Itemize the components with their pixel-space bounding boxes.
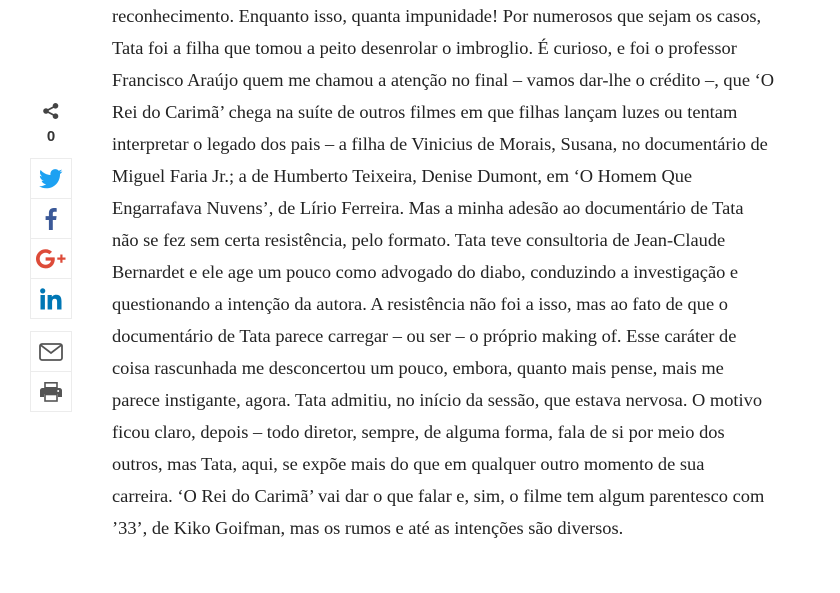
- linkedin-icon: [40, 288, 62, 310]
- article-line: Francisco Araújo quem me chamou a atenção no final – vamos dar-lhe o crédito –, que ‘O: [112, 70, 774, 90]
- print-button[interactable]: [30, 371, 72, 412]
- article-line: Miguel Faria Jr.; a de Humberto Teixeira, Denise Dumont, em ‘O Homem Que: [112, 166, 693, 186]
- article-line: Rei do Carimã’ chega na suíte de outros filmes em que filhas lançam luzes ou tentam: [112, 102, 738, 122]
- article-body: [112, 0, 832, 544]
- twitter-icon: [39, 169, 63, 189]
- article-line: outros, mas Tata, aqui, se expõe mais do que em qualquer outro momento de sua: [112, 454, 705, 474]
- article-line: ’33’, de Kiko Goifman, mas os rumos e até as intenções são diversos.: [112, 518, 624, 538]
- share-icon: [42, 102, 60, 120]
- article-line: questionando a intenção da autora. A resistência não foi a isso, mas ao fato de que o: [112, 294, 728, 314]
- facebook-icon: [45, 208, 57, 230]
- facebook-share-button[interactable]: [30, 198, 72, 239]
- article-line: interpretar o legado dos pais – a filha de Vinicius de Morais, Susana, no documentário de: [112, 134, 768, 154]
- article-line: Engarrafava Nuvens’, de Lírio Ferreira. Mas a minha adesão ao documentário de Tata: [112, 198, 744, 218]
- twitter-share-button[interactable]: [30, 158, 72, 199]
- article-line: documentário de Tata parece carregar – ou ser – o próprio making of. Esse caráter de: [112, 326, 737, 346]
- article-line: ficou claro, depois – todo diretor, sempre, de alguma forma, fala de si por meio dos: [112, 422, 725, 442]
- share-rail: [30, 96, 72, 412]
- share-counter: [30, 96, 72, 148]
- share-count: 0: [46, 128, 56, 145]
- article-line: reconhecimento. Enquanto isso, quanta impunidade! Por numerosos que sejam os casos,: [112, 6, 762, 26]
- article-line: Tata foi a filha que tomou a peito desenrolar o imbroglio. É curioso, e foi o professor: [112, 38, 737, 58]
- google-plus-icon: [36, 249, 66, 269]
- email-icon: [39, 343, 63, 361]
- print-icon: [40, 382, 62, 402]
- article-line: parece instigante, agora. Tata admitiu, no início da sessão, que estava nervosa. O motivo: [112, 390, 763, 410]
- google-plus-share-button[interactable]: [30, 238, 72, 279]
- article-line: Bernardet e ele age um pouco como advogado do diabo, conduzindo a investigação e: [112, 262, 739, 282]
- linkedin-share-button[interactable]: [30, 278, 72, 319]
- article-line: coisa rascunhada me desconcertou um pouco, embora, quanto mais pense, mais me: [112, 358, 724, 378]
- article-line: não se fez sem certa resistência, pelo formato. Tata teve consultoria de Jean-Claude: [112, 230, 726, 250]
- article-line: carreira. ‘O Rei do Carimã’ vai dar o que falar e, sim, o filme tem algum parentesco com: [112, 486, 765, 506]
- email-share-button[interactable]: [30, 331, 72, 372]
